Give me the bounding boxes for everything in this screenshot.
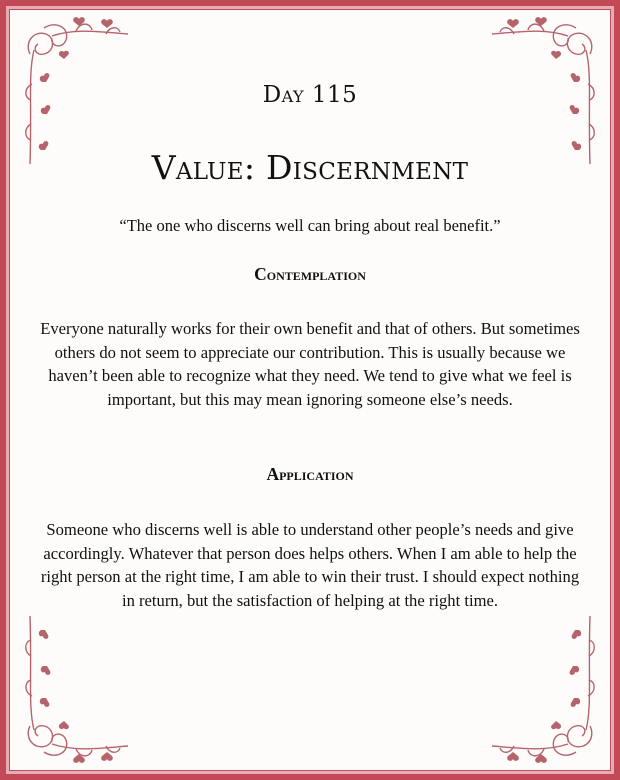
corner-ornament-bottom-right	[484, 606, 604, 766]
page-title: Value: Discernment	[151, 148, 469, 187]
day-label: Day 115	[262, 82, 358, 108]
page-sheet	[9, 9, 611, 771]
quote-text: “The one who discerns well can bring about real benefit.”	[119, 216, 501, 235]
contemplation-heading: Contemplation	[254, 264, 366, 284]
application-paragraph: Someone who discerns well is able to understand other people’s needs and give accordingly. Whatever that person does helps others. When I am able to help the right person at the right time, I am able to win their trust. I should expect nothing in return, but the satisfaction of helping at the right time.	[40, 520, 580, 610]
corner-ornament-bottom-left	[16, 606, 136, 766]
frame-border	[6, 6, 614, 774]
contemplation-paragraph: Everyone naturally works for their own benefit and that of others. But sometimes others do not seem to appreciate our contribution. This is usually because we haven’t been able to recognize what they need. We tend to give what we feel is important, but this may mean ignoring someone else’s needs.	[40, 319, 580, 409]
application-heading: Application	[266, 464, 354, 484]
